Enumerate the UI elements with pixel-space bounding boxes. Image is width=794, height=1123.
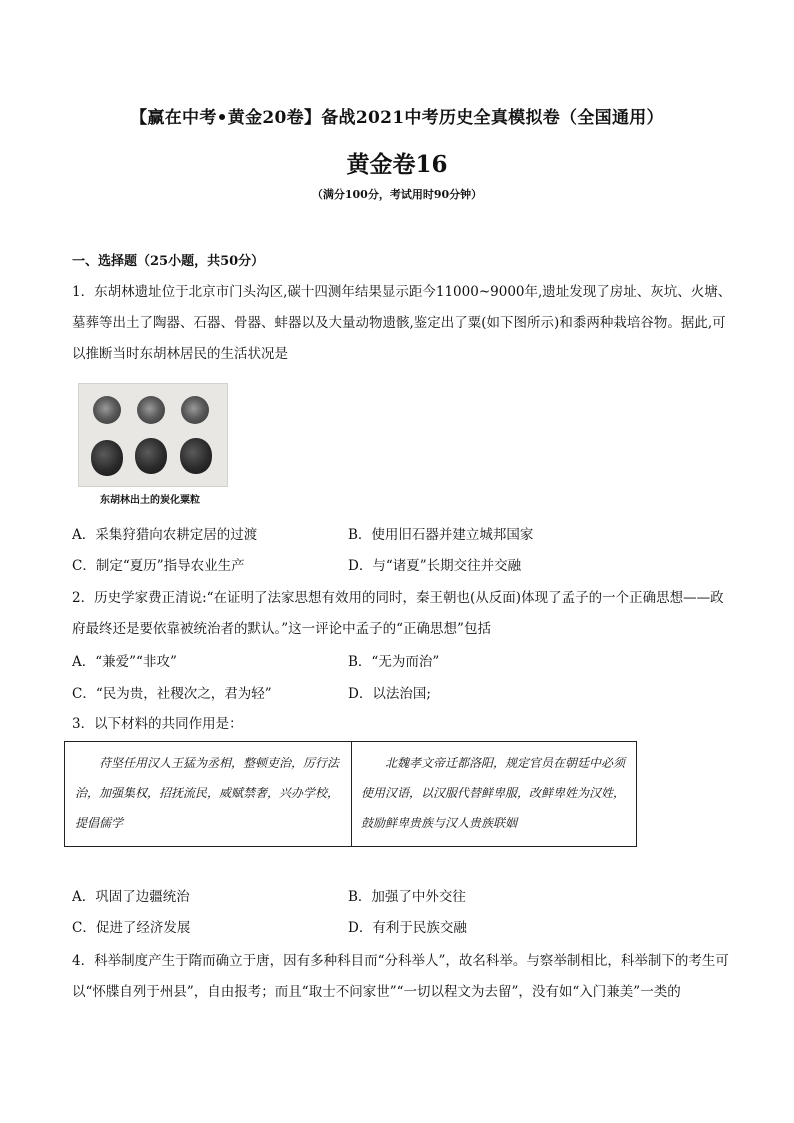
- question-1-option-c: C．制定“夏历”指导农业生产: [72, 558, 245, 574]
- material-right-cell: 北魏孝文帝迁都洛阳，规定官员在朝廷中必须使用汉语，以汉服代替鲜卑服，改鲜卑姓为汉姓，鼓励鲜卑贵族与汉人贵族联姻: [361, 756, 626, 830]
- millet-grain-icon: [137, 396, 165, 424]
- question-1-option-d: D．与“诸夏”长期交往并交融: [348, 558, 522, 574]
- millet-grain-icon: [181, 396, 209, 424]
- question-1-option-b: B．使用旧石器并建立城邦国家: [348, 527, 534, 543]
- question-2-option-d: D．以法治国;: [348, 686, 431, 702]
- question-2-stem: 2．历史学家费正清说:“在证明了法家思想有效用的同时，秦王朝也(从反面)体现了孟子的一个正确思想——政府最终还是要依靠被统治者的默认。”这一评论中孟子的“正确思想”包括: [72, 590, 724, 637]
- question-3-material-table: [64, 741, 637, 847]
- question-3-stem: 3．以下材料的共同作用是：: [72, 716, 243, 732]
- question-1-stem: 1．东胡林遗址位于北京市门头沟区,碳十四测年结果显示距今11000~9000年,遗址发现了房址、灰坑、火塘、墓葬等出土了陶器、石器、骨器、蚌器以及大量动物遗骸,鉴定出了粟(如下图所示)和黍两种栽培谷物。据此,可以推断当时东胡林居民的生活状况是: [72, 284, 732, 362]
- paper-info: （满分100分，考试用时90分钟）: [311, 188, 483, 201]
- question-3-option-a: A．巩固了边疆统治: [72, 889, 190, 905]
- millet-grain-icon: [91, 440, 123, 476]
- figure-caption: 东胡林出土的炭化粟粒: [100, 495, 200, 506]
- question-2-option-c: C．“民为贵，社稷次之，君为轻”: [72, 686, 272, 702]
- millet-grain-icon: [93, 396, 121, 424]
- question-2-option-a: A．“兼爱”“非攻”: [72, 654, 177, 670]
- question-2-option-b: B．“无为而治”: [348, 654, 440, 670]
- section-heading: 一、选择题（25小题，共50分）: [72, 254, 265, 269]
- material-left-cell: 苻坚任用汉人王猛为丞相，整顿吏治，厉行法治，加强集权，招抚流民，威赋禁奢，兴办学校，提倡儒学: [75, 756, 340, 830]
- millet-grains-photo: [78, 383, 228, 487]
- question-1-option-a: A．采集狩猎向农耕定居的过渡: [72, 527, 258, 543]
- exam-series-title: 【赢在中考•黄金20卷】备战2021中考历史全真模拟卷（全国通用）: [130, 108, 664, 128]
- millet-grain-icon: [135, 438, 167, 474]
- paper-title: 黄金卷16: [346, 151, 448, 178]
- table-divider: [351, 742, 352, 846]
- millet-grain-icon: [180, 438, 212, 474]
- question-4-stem: 4．科举制度产生于隋而确立于唐，因有多种科目而“分科举人”，故名科举。与察举制相比，科举制下的考生可以“怀牒自列于州县”，自由报考；而且“取士不问家世”“一切以程文为去留”，没有如“入门兼美”一类的: [72, 953, 729, 1000]
- question-3-option-b: B．加强了中外交往: [348, 889, 466, 905]
- question-3-option-d: D．有利于民族交融: [348, 920, 467, 936]
- question-3-option-c: C．促进了经济发展: [72, 920, 191, 936]
